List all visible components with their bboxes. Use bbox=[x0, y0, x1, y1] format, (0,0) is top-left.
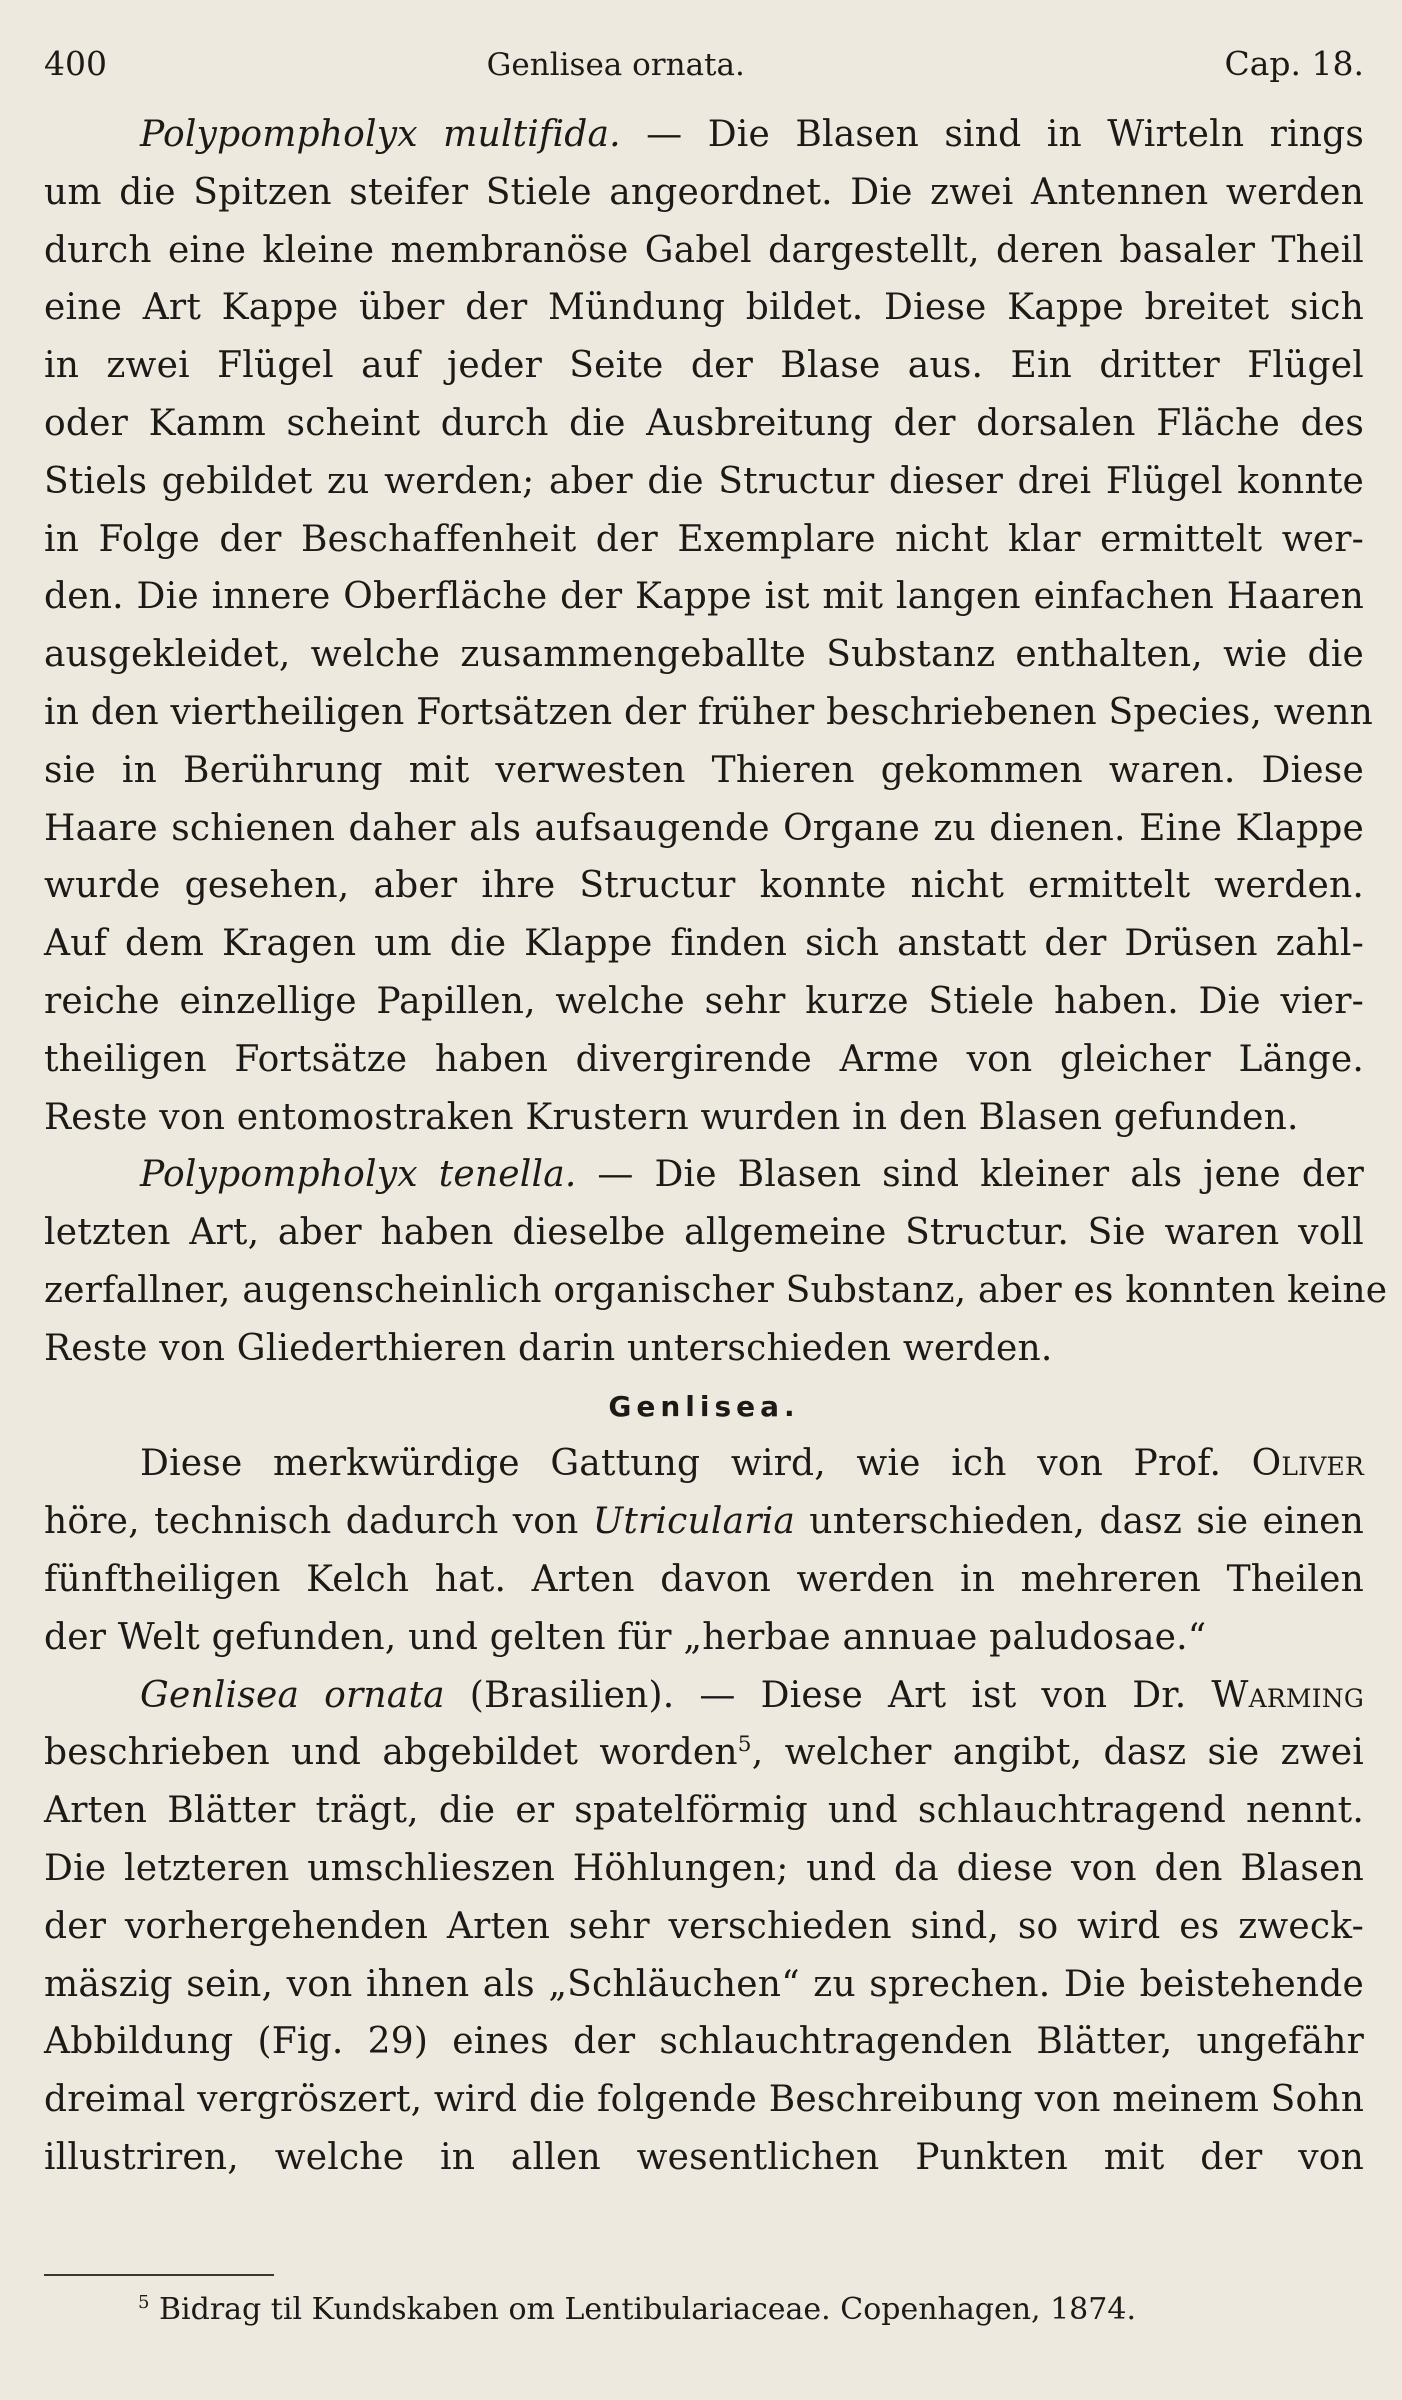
text-line: Auf dem Kragen um die Klappe finden sich anstatt der Drüsen zahl- bbox=[44, 923, 1364, 965]
text-line: Die letzteren umschlieszen Höhlungen; und da diese von den Blasen bbox=[44, 1847, 1364, 1889]
text-line: zerfallner, augenscheinlich organischer Substanz, aber es konnten keine bbox=[44, 1269, 1388, 1311]
text-line: in Folge der Beschaffenheit der Exemplare nicht klar ermittelt wer- bbox=[44, 518, 1364, 560]
text-line: Arten Blätter trägt, die er spatelförmig und schlauchtragend nennt. bbox=[44, 1790, 1364, 1832]
text-line: theiligen Fortsätze haben divergirende Arme von gleicher Länge. bbox=[44, 1038, 1364, 1080]
text-line: letzten Art, aber haben dieselbe allgemeine Structur. Sie waren voll bbox=[44, 1212, 1364, 1254]
text-line: Polypompholyx multifida. — Die Blasen sind in Wirteln rings bbox=[140, 114, 1364, 155]
paragraph-polypompholyx-multifida bbox=[44, 106, 1374, 1146]
genus-name: Utricularia bbox=[592, 1501, 796, 1543]
body-text bbox=[44, 106, 1388, 2187]
running-title: Genlisea ornata. bbox=[486, 47, 745, 83]
text-line: sie in Berührung mit verwesten Thieren gekommen waren. Diese bbox=[44, 749, 1364, 791]
text-line: den. Die innere Oberfläche der Kappe ist mit langen einfachen Haaren bbox=[44, 576, 1364, 618]
text-line: beschrieben und abgebildet worden$^5$, welcher angibt, dasz sie zwei bbox=[44, 1732, 1364, 1774]
footnote-text: Bidrag til Kundskaben om Lentibulariaceae. Copenhagen, 1874. bbox=[149, 2292, 1136, 2327]
text-line: fünftheiligen Kelch hat. Arten davon werden in mehreren Theilen bbox=[44, 1558, 1364, 1600]
footnote-reference[interactable]: 5 bbox=[737, 1732, 752, 1758]
species-name: Genlisea ornata bbox=[140, 1674, 445, 1716]
text-line: Abbildung (Fig. 29) eines der schlauchtragenden Blätter, ungefähr bbox=[44, 2021, 1364, 2063]
text-line: oder Kamm scheint durch die Ausbreitung der dorsalen Fläche des bbox=[44, 402, 1364, 444]
text-line: um die Spitzen steifer Stiele angeordnet. Die zwei Antennen werden bbox=[44, 171, 1364, 213]
author-name: Warming bbox=[1211, 1674, 1364, 1716]
text-line: Stiels gebildet zu werden; aber die Structur dieser drei Flügel konnte bbox=[44, 460, 1364, 502]
paragraph-genlisea-ornata bbox=[44, 1667, 1364, 2187]
footnote bbox=[138, 2290, 1136, 2330]
text-line: wurde gesehen, aber ihre Structur konnte nicht ermittelt werden. bbox=[44, 865, 1364, 907]
text-line: der Welt gefunden, und gelten für „herbae annuae paludosae.“ bbox=[44, 1616, 1207, 1658]
text-line: in zwei Flügel auf jeder Seite der Blase aus. Ein dritter Flügel bbox=[44, 345, 1364, 387]
author-name: Oliver bbox=[1251, 1443, 1364, 1485]
species-name: Polypompholyx multifida. bbox=[140, 114, 621, 155]
text-line: durch eine kleine membranöse Gabel dargestellt, deren basaler Theil bbox=[44, 229, 1364, 271]
text-line: ausgekleidet, welche zusammengeballte Substanz enthalten, wie die bbox=[44, 634, 1364, 676]
text-line: mäszig sein, von ihnen als „Schläuchen“ zu sprechen. Die beistehende bbox=[44, 1963, 1364, 2005]
text-line: höre, technisch dadurch von Utricularia unterschieden, dasz sie einen bbox=[44, 1501, 1364, 1543]
species-name: Polypompholyx tenella. bbox=[140, 1154, 577, 1196]
text-line: Haare schienen daher als aufsaugende Organe zu dienen. Eine Klappe bbox=[44, 807, 1364, 849]
footnote-divider bbox=[44, 2274, 274, 2276]
text-line: in den viertheiligen Fortsätzen der früher beschriebenen Species, wenn bbox=[44, 691, 1374, 733]
text-line: dreimal vergröszert, wird die folgende Beschreibung von meinem Sohn bbox=[44, 2079, 1365, 2121]
running-head bbox=[44, 42, 1364, 88]
paragraph-polypompholyx-tenella bbox=[44, 1146, 1388, 1377]
text-line: Diese merkwürdige Gattung wird, wie ich von Prof. Oliver bbox=[140, 1443, 1364, 1485]
text-line: Genlisea ornata (Brasilien). — Diese Art ist von Dr. Warming bbox=[140, 1674, 1364, 1716]
paragraph-genlisea-intro bbox=[44, 1435, 1364, 1666]
text-line: reiche einzellige Papillen, welche sehr kurze Stiele haben. Die vier- bbox=[44, 980, 1364, 1022]
text-line: der vorhergehenden Arten sehr verschieden sind, so wird es zweck- bbox=[44, 1905, 1364, 1947]
section-heading: Genlisea. bbox=[608, 1389, 800, 1423]
footnote-number: 5 bbox=[138, 2292, 150, 2313]
text-line: eine Art Kappe über der Mündung bildet. Diese Kappe breitet sich bbox=[44, 287, 1364, 329]
text-line: Polypompholyx tenella. — Die Blasen sind kleiner als jene der bbox=[140, 1154, 1364, 1196]
chapter-label: Cap. 18. bbox=[1224, 44, 1364, 83]
text-line: Reste von entomostraken Krustern wurden in den Blasen gefunden. bbox=[44, 1096, 1299, 1138]
text-line: Reste von Gliederthieren darin unterschieden werden. bbox=[44, 1327, 1053, 1369]
text-line: illustriren, welche in allen wesentlichen Punkten mit der von bbox=[44, 2136, 1364, 2178]
page-number: 400 bbox=[44, 44, 107, 83]
